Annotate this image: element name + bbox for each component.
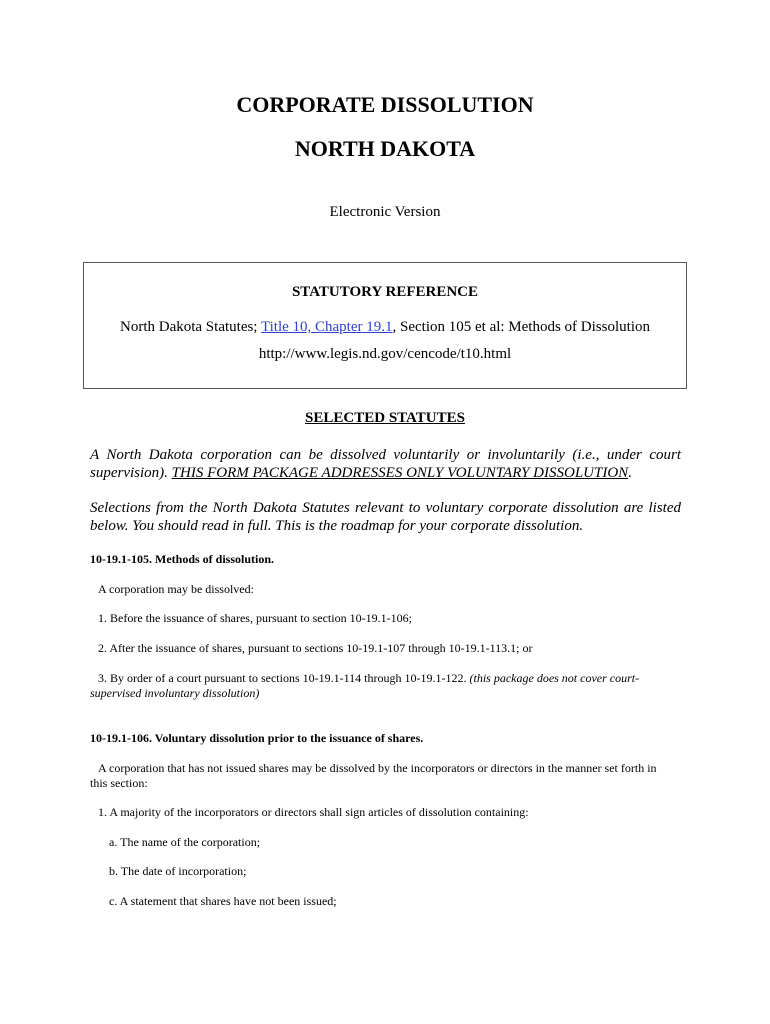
intro-paragraph-2: Selections from the North Dakota Statutes relevant to voluntary corporate dissolution are listed below. You should read in full. This is the roadmap for your corporate dissolution.: [90, 500, 681, 534]
statute-106-lead: A corporation that has not issued shares may be dissolved by the incorporators or directors in the manner set forth in this section:: [90, 761, 657, 790]
intro-paragraph-1: [90, 446, 681, 482]
statute-105-lead: A corporation may be dissolved:: [98, 582, 254, 596]
statute-106-item-1: 1. A majority of the incorporators or directors shall sign articles of dissolution containing:: [98, 805, 529, 819]
item-3-text: 3. By order of a court pursuant to sections 10-19.1-114 through 10-19.1-122.: [98, 671, 470, 685]
title-chapter-link[interactable]: Title 10, Chapter 19.1: [260, 319, 393, 335]
citation-suffix: , Section 105 et al: Methods of Dissolution: [392, 319, 650, 335]
statute-105-item-3: [90, 671, 672, 701]
statutes-url: http://www.legis.nd.gov/cencode/t10.html: [258, 346, 512, 362]
statute-106-sub-a: a. The name of the corporation;: [109, 835, 261, 849]
document-title: CORPORATE DISSOLUTION: [236, 92, 534, 117]
intro1-underlined: THIS FORM PACKAGE ADDRESSES ONLY VOLUNTARY DISSOLUTION: [171, 465, 629, 481]
statute-105-heading: 10-19.1-105. Methods of dissolution.: [90, 552, 275, 566]
statutory-reference-citation: [84, 319, 686, 336]
intro1-text: A North Dakota corporation can be dissolved voluntarily or involuntarily (i.e., under court supervision).: [90, 447, 681, 481]
document-state: NORTH DAKOTA: [294, 136, 476, 161]
statutory-reference-heading: STATUTORY REFERENCE: [291, 284, 479, 300]
statute-105-item-2: 2. After the issuance of shares, pursuant to sections 10-19.1-107 through 10-19.1-113.1; or: [98, 641, 533, 655]
document-subtitle: Electronic Version: [329, 204, 441, 220]
statute-106-sub-b: b. The date of incorporation;: [109, 864, 247, 878]
citation-prefix: North Dakota Statutes;: [120, 319, 261, 335]
item-3-note: (this package does not cover court-supervised involuntary dissolution): [90, 671, 640, 700]
intro1-end: .: [628, 465, 632, 481]
selected-statutes-heading: SELECTED STATUTES: [305, 410, 465, 426]
statute-105-item-1: 1. Before the issuance of shares, pursuant to section 10-19.1-106;: [98, 611, 412, 625]
statutory-reference-box: [83, 262, 687, 389]
statute-106-sub-c: c. A statement that shares have not been issued;: [109, 894, 337, 908]
statute-106-heading: 10-19.1-106. Voluntary dissolution prior to the issuance of shares.: [90, 731, 424, 745]
